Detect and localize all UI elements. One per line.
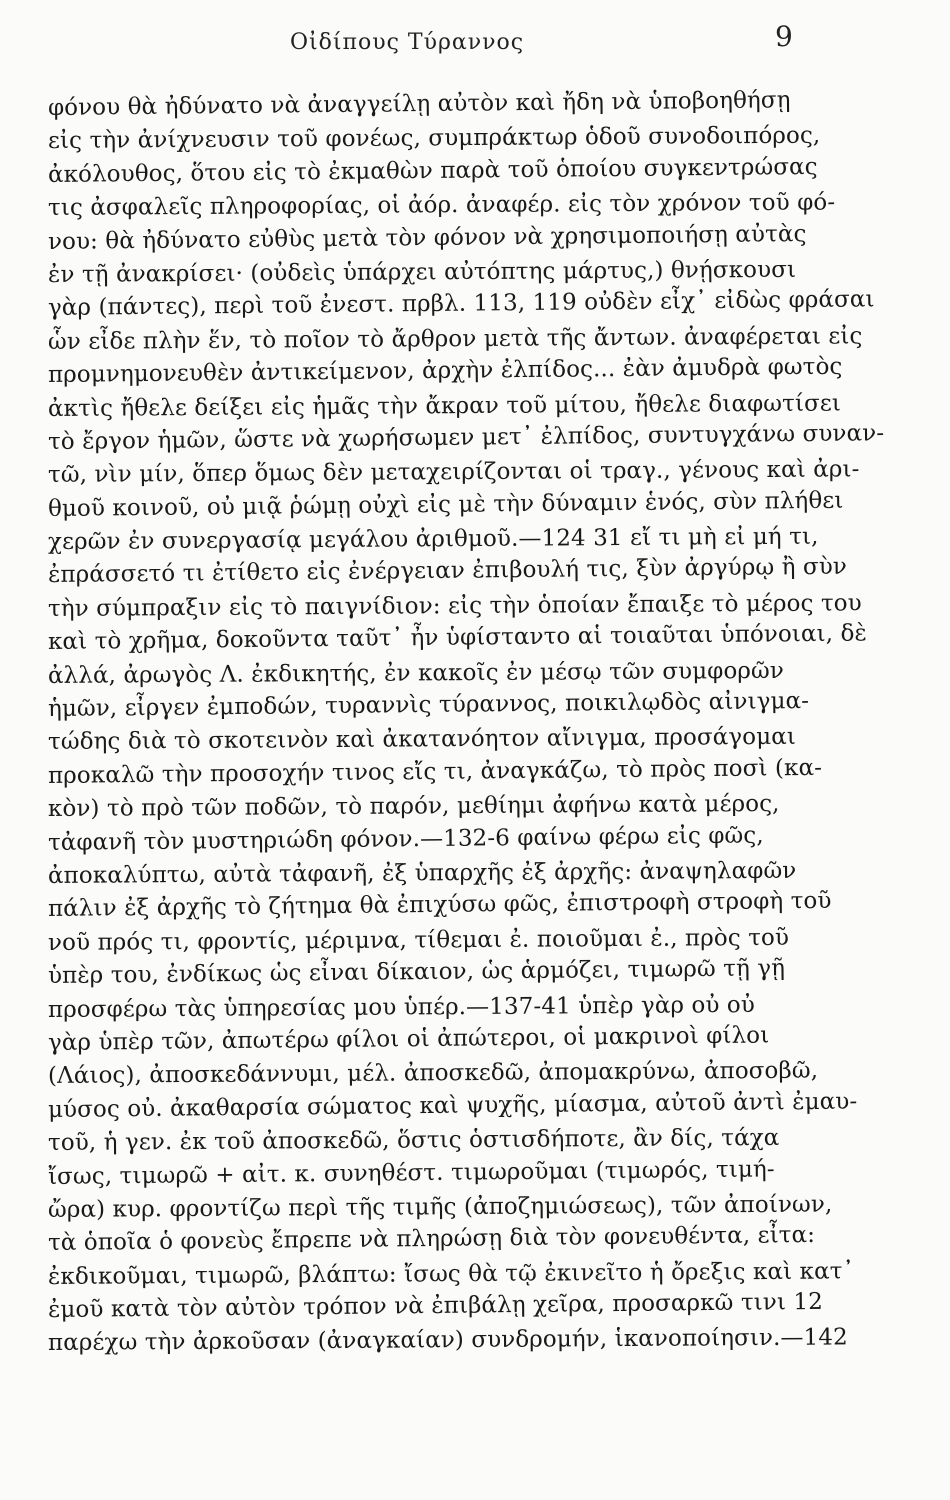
text-line: γὰρ ὑπὲρ τῶν, ἀπωτέρω φίλοι οἱ ἀπώτεροι, οἱ μακρινοὶ φίλοι [47, 1022, 770, 1056]
text-line: τώδης διὰ τὸ σκοτεινὸν καὶ ἀκατανόητον αἴνιγμα, προσάγομαι [47, 724, 797, 756]
page-number: 9 [775, 20, 793, 53]
text-line: ἴσως, τιμωρῶ + αἰτ. κ. συνηθέστ. τιμωροῦμαι (τιμωρός, τιμή- [47, 1155, 775, 1190]
text-line: γὰρ (πάντες), περὶ τοῦ ἐνεστ. πρβλ. 113, 119 οὐδὲν εἶχ᾽ εἰδὼς φράσαι [47, 286, 875, 322]
text-line: νου: θὰ ἠδύνατο εὐθὺς μετὰ τὸν φόνον νὰ χρησιμοποιήσῃ αὐτὰς [47, 220, 807, 255]
text-line: ὑπὲρ του, ἐνδίκως ὡς εἶναι δίκαιον, ὡς ἁρμόζει, τιμωρῶ τῇ γῇ [47, 955, 786, 990]
text-line: μύσος οὐ. ἀκαθαρσία σώματος καὶ ψυχῆς, μίασμα, αὐτοῦ ἀντὶ ἐμαυ- [47, 1088, 858, 1123]
text-line: τις ἀσφαλεῖς πληροφορίας, οἱ ἀόρ. ἀναφέρ. εἰς τὸν χρόνον τοῦ φό- [47, 189, 836, 222]
text-line: ὧν εἶδε πλὴν ἕν, τὸ ποῖον τὸ ἄρθρον μετὰ τῆς ἄντων. ἀναφέρεται εἰς [47, 323, 863, 355]
text-line: ἡμῶν, εἶργεν ἐμποδών, τυραννὶς τύραννος, ποικιλῳδὸς αἰνιγμα- [47, 688, 810, 723]
text-line: ἐκδικοῦμαι, τιμωρῶ, βλάπτω: ἴσως θὰ τῷ ἐκινεῖτο ἡ ὄρεξις καὶ κατ᾽ [47, 1258, 855, 1290]
text-line: τοῦ, ἡ γεν. ἐκ τοῦ ἀποσκεδῶ, ὅστις ὁστισδήποτε, ἂν δίς, τάχα [47, 1125, 780, 1157]
text-line: καὶ τὸ χρῆμα, δοκοῦντα ταῦτ᾽ ἦν ὑφίσταντο αἱ τοιαῦται ὑπόνοιαι, δὲ [47, 620, 868, 656]
text-line: φόνου θὰ ἠδύνατο νὰ ἀναγγείλῃ αὐτὸν καὶ ἤδη νὰ ὑποβοηθήσῃ [47, 87, 791, 121]
text-line: τὴν σύμπραξιν εἰς τὸ παιγνίδιον: εἰς τὴν ὁποίαν ἔπαιξε τὸ μέρος του [47, 590, 862, 622]
text-line: τῶ, νὶν μίν, ὅπερ ὅμως δὲν μεταχειρίζονται οἱ τραγ., γένους καὶ ἀρι- [47, 456, 860, 489]
text-line: κὸν) τὸ πρὸ τῶν ποδῶν, τὸ παρόν, μεθίημι ἀφήνω κατὰ μέρος, [47, 791, 780, 823]
text-line: προκαλῶ τὴν προσοχήν τινος εἴς τι, ἀναγκάζω, τὸ πρὸς ποσὶ (κα- [47, 754, 823, 789]
text-line: (Λάιος), ἀποσκεδάννυμι, μέλ. ἀποσκεδῶ, ἀπομακρύνω, ἀποσοβῶ, [47, 1057, 819, 1090]
text-line: ἀκόλουθος, ὅτου εἰς τὸ ἐκμαθὼν παρὰ τοῦ ὁποίου συγκεντρώσας [47, 153, 818, 188]
text-line: ἀποκαλύπτω, αὐτὰ τἀφανῆ, ἐξ ὑπαρχῆς ἐξ ἀρχῆς: ἀναψηλαφῶν [47, 857, 797, 889]
text-line: τὰ ὁποῖα ὁ φονεὺς ἔπρεπε νὰ πληρώσῃ διὰ τὸν φονευθέντα, εἶτα: [47, 1222, 816, 1257]
text-line: ἐπράσσετό τι ἐτίθετο εἰς ἐνέργειαν ἐπιβουλή τις, ξὺν ἀργύρῳ ἢ σὺν [47, 554, 848, 589]
text-line: χερῶν ἐν συνεργασίᾳ μεγάλου ἀριθμοῦ.—124 31 εἴ τι μὴ εἰ μή τι, [47, 523, 819, 556]
text-line: ἐμοῦ κατὰ τὸν αὐτὸν τρόπον νὰ ἐπιβάλῃ χεῖρα, προσαρκῶ τινι 12 [47, 1288, 824, 1324]
text-line: νοῦ πρός τι, φροντίς, μέριμνα, τίθεμαι ἐ. ποιοῦμαι ἐ., πρὸς τοῦ [47, 924, 790, 956]
text-line: ἐν τῇ ἀνακρίσει· (οὐδεὶς ὑπάρχει αὐτόπτης μάρτυς,) θνῄσκουσι [47, 256, 797, 288]
text-line: προσφέρω τὰς ὑπηρεσίας μου ὑπέρ.—137-41 ὑπὲρ γὰρ οὐ οὐ [47, 991, 756, 1023]
text-line: ὤρα) κυρ. φροντίζω περὶ τῆς τιμῆς (ἀποζημιώσεως), τῶν ἀποίνων, [47, 1191, 833, 1223]
text-line: εἰς τὴν ἀνίχνευσιν τοῦ φονέως, συμπράκτωρ ὁδοῦ συνοδοιπόρος, [47, 122, 821, 155]
text-line: προμνημονευθὲν ἀντικείμενον, ἀρχὴν ἐλπίδος... ἐὰν ἀμυδρὰ φωτὸς [47, 353, 843, 389]
text-line: πάλιν ἐξ ἀρχῆς τὸ ζήτημα θὰ ἐπιχύσω φῶς, ἐπιστροφὴ στροφὴ τοῦ [47, 888, 832, 923]
text-line: τὸ ἔργον ἡμῶν, ὥστε νὰ χωρήσωμεν μετ᾽ ἐλπίδος, συντυγχάνω συναν- [47, 420, 885, 455]
text-line: ἀλλά, ἀρωγὸς Λ. ἐκδικητής, ἐν κακοῖς ἐν μέσῳ τῶν συμφορῶν [47, 657, 785, 689]
page-title: Οἰδίπους Τύραννος [290, 30, 525, 55]
commentary-text [47, 87, 908, 1361]
running-head [0, 20, 950, 60]
text-line: τἀφανῆ τὸν μυστηριώδη φόνον.—132-6 φαίνω φέρω εἰς φῶς, [47, 822, 764, 856]
text-line: ἀκτὶς ἤθελε δείξει εἰς ἡμᾶς τὴν ἄκραν τοῦ μίτου, ἤθελε διαφωτίσει [47, 389, 842, 422]
text-line: θμοῦ κοινοῦ, οὐ μιᾷ ῥώμῃ οὐχὶ εἰς μὲ τὴν δύναμιν ἑνός, σὺν πλήθει [47, 487, 844, 522]
text-line: παρέχω τὴν ἀρκοῦσαν (ἀναγκαίαν) συνδρομήν, ἱκανοποίησιν.—142 [47, 1324, 848, 1357]
